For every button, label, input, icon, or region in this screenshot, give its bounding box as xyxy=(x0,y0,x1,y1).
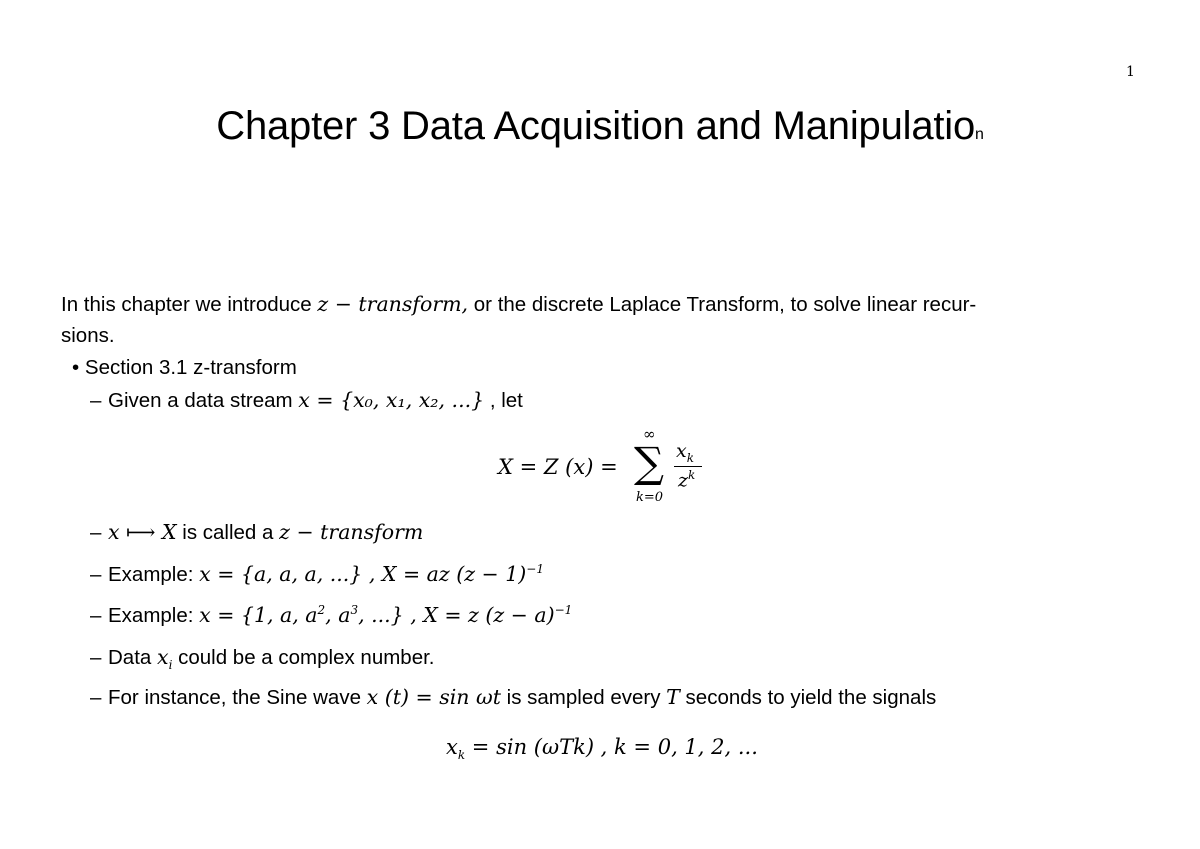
page-number: 1 xyxy=(1126,64,1135,80)
sum-symbol: ∑ xyxy=(634,438,664,487)
bullet-icon: • xyxy=(72,356,80,379)
intro-text-3: sions. xyxy=(61,324,115,347)
title-main: Chapter 3 Data Acquisition and Manipulatio xyxy=(216,104,976,148)
inst-text-2: is sampled every xyxy=(500,686,667,709)
section-item xyxy=(72,356,297,380)
frac-num xyxy=(676,440,694,465)
given-math: x = {x₀, x₁, x₂, ...} xyxy=(298,388,485,412)
ex2-math-b: , a xyxy=(325,603,351,627)
inst-text-3: seconds to yield the signals xyxy=(679,686,937,709)
inst-math-1: x (t) = sin ωt xyxy=(366,685,501,709)
called-math-1: x ⟼ X xyxy=(108,520,177,544)
section-label: Section 3.1 z-transform xyxy=(84,356,297,379)
item-example-1 xyxy=(90,562,544,587)
given-tail: , let xyxy=(484,389,523,412)
ex1-text: Example: xyxy=(108,563,200,586)
dash-icon: – xyxy=(90,646,102,669)
frac-den-sup: k xyxy=(688,468,696,482)
intro-math-1: z − transform, xyxy=(317,292,469,316)
ex2-math-c: , ...} , X = z (z − a) xyxy=(358,603,555,627)
item-example-2 xyxy=(90,603,572,628)
item-called xyxy=(90,520,423,545)
intro-line-1 xyxy=(61,292,976,317)
def-lhs: X = Z (x) = xyxy=(498,455,618,479)
ex2-sup-2: 3 xyxy=(350,603,359,618)
dash-icon: – xyxy=(90,604,102,627)
sum-lower: k=0 xyxy=(636,490,664,505)
final-var: x xyxy=(446,735,458,759)
final-sub: k xyxy=(457,748,466,763)
intro-line-2 xyxy=(61,324,115,348)
item-data xyxy=(90,645,435,672)
dash-icon: – xyxy=(90,389,102,412)
ex1-sup: −1 xyxy=(526,562,544,577)
frac-den-var: z xyxy=(678,469,689,492)
item-instance xyxy=(90,685,936,710)
data-sub: i xyxy=(168,658,173,673)
data-text-2: could be a complex number. xyxy=(172,646,435,669)
data-math: x xyxy=(157,645,169,669)
dash-icon: – xyxy=(90,686,102,709)
given-text: Given a data stream xyxy=(108,389,299,412)
dash-icon: – xyxy=(90,563,102,586)
intro-text-1: In this chapter we introduce xyxy=(61,293,318,316)
frac-den xyxy=(678,468,695,491)
data-text-1: Data xyxy=(108,646,157,669)
called-math-2: z − transform xyxy=(279,520,424,544)
item-given xyxy=(90,388,523,413)
title-tail: n xyxy=(975,126,984,143)
inst-text-1: For instance, the Sine wave xyxy=(108,686,367,709)
frac-num-var: x xyxy=(676,440,687,462)
ex2-sup-1: 2 xyxy=(317,603,326,618)
ex2-math-a: x = {1, a, a xyxy=(199,603,318,627)
called-text: is called a xyxy=(176,521,280,544)
dash-icon: – xyxy=(90,521,102,544)
final-rest: = sin (ωTk) , k = 0, 1, 2, ... xyxy=(465,735,758,759)
sum-upper: ∞ xyxy=(643,425,656,443)
ex2-text: Example: xyxy=(108,604,200,627)
frac-bar xyxy=(674,466,702,467)
final-equation xyxy=(446,735,758,762)
inst-math-2: T xyxy=(666,685,680,709)
intro-text-2: or the discrete Laplace Transform, to solve linear recur- xyxy=(468,293,977,316)
ex2-sup-3: −1 xyxy=(554,603,573,618)
page-title xyxy=(0,104,1200,149)
ex1-math: x = {a, a, a, ...} , X = az (z − 1) xyxy=(199,562,527,586)
frac-num-sub: k xyxy=(686,450,694,465)
